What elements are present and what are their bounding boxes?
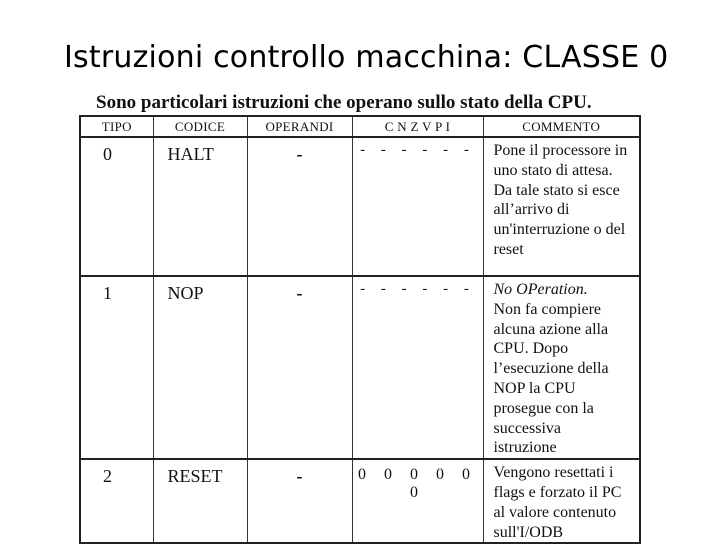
row-operandi: -: [296, 466, 303, 487]
row-commento: [483, 276, 640, 459]
comment-line: un'interruzione o del: [493, 221, 626, 239]
comment-line: reset: [493, 240, 524, 258]
comment-line: No OPeration.: [493, 281, 588, 298]
comment-line: l’esecuzione della: [493, 360, 609, 378]
row-tipo: 0: [103, 144, 112, 164]
comment-line: CPU. Dopo: [493, 340, 569, 358]
comment-line: Vengono resettati i: [493, 464, 614, 482]
row-codice: HALT: [167, 144, 214, 164]
comment-line: istruzione: [493, 439, 557, 457]
header-operandi: OPERANDI: [247, 116, 352, 137]
header-codice: CODICE: [153, 116, 247, 137]
row-tipo: 1: [103, 283, 112, 303]
comment-line: al valore contenuto: [493, 503, 617, 521]
table-row-halt: [80, 137, 640, 276]
comment-line: all’arrivo di: [493, 201, 570, 219]
table-header-row: [80, 116, 640, 137]
header-tipo: TIPO: [80, 116, 153, 137]
row-flags: 0 0 0 0 0 0: [358, 466, 477, 502]
comment-line: flags e forzato il PC: [493, 483, 622, 501]
comment-line: sull'I/ODB: [493, 523, 564, 541]
comment-line: successiva: [493, 419, 562, 437]
header-commento: COMMENTO: [483, 116, 640, 137]
table-row-reset: [80, 459, 640, 543]
comment-line: Pone il processore in: [493, 142, 628, 159]
row-codice: NOP: [167, 283, 204, 303]
row-commento: [483, 137, 640, 276]
row-codice: RESET: [167, 466, 223, 487]
table-row-nop: [80, 276, 640, 459]
row-flags: - - - - - -: [360, 142, 475, 158]
row-operandi: -: [296, 283, 303, 303]
row-flags: - - - - - -: [360, 281, 475, 297]
comment-line: Non fa compiere: [493, 300, 602, 318]
instruction-table: [79, 115, 641, 544]
comment-line: alcuna azione alla: [493, 320, 609, 338]
comment-line: prosegue con la: [493, 399, 594, 417]
header-flags: C N Z V P I: [352, 116, 483, 137]
comment-line: Da tale stato si esce: [493, 181, 620, 199]
row-tipo: 2: [103, 466, 112, 487]
row-commento: [483, 459, 640, 543]
intro-text: Sono particolari istruzioni che operano sullo stato della CPU.: [96, 92, 592, 113]
row-operandi: -: [296, 144, 303, 164]
slide-title: Istruzioni controllo macchina: CLASSE 0: [64, 40, 669, 75]
comment-line: uno stato di attesa.: [493, 161, 613, 179]
comment-line: NOP la CPU: [493, 379, 576, 397]
